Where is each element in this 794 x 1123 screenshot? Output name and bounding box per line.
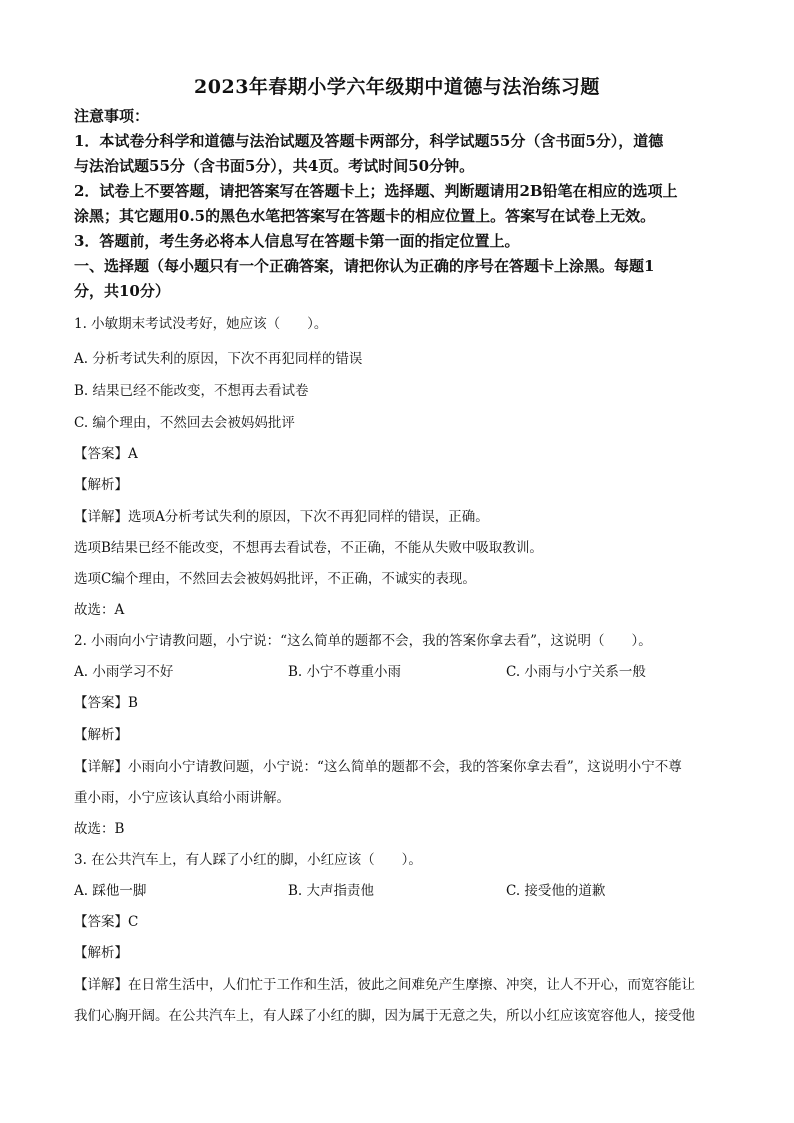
notice-line-2: 与法治试题55分（含书面5分），共4页。考试时间50分钟。: [74, 157, 475, 175]
q2-detail-1: 【详解】小雨向小宁请教问题，小宁说：“这么简单的题都不会，我的答案你拿去看”，这说明小宁不尊: [74, 759, 682, 775]
q3-option-c: C. 接受他的道歉: [506, 883, 606, 899]
section-heading-line-2: 分，共10分）: [74, 282, 170, 300]
q2-option-c: C. 小雨与小宁关系一般: [506, 664, 646, 680]
q2-choice: 故选：B: [74, 821, 125, 837]
q2-option-a: A. 小雨学习不好: [74, 664, 174, 680]
q2-stem: 2. 小雨向小宁请教问题，小宁说：“这么简单的题都不会，我的答案你拿去看”，这说明（ ）。: [74, 633, 652, 649]
q1-option-c: C. 编个理由，不然回去会被妈妈批评: [74, 415, 295, 431]
q3-detail-1: 【详解】在日常生活中，人们忙于工作和生活，彼此之间难免产生摩擦、冲突，让人不开心，而宽容能让: [74, 977, 695, 993]
q2-detail-2: 重小雨，小宁应该认真给小雨讲解。: [74, 790, 290, 806]
q3-option-a: A. 踩他一脚: [74, 883, 147, 899]
q1-choice: 故选：A: [74, 602, 125, 618]
notice-line-5: 3．答题前，考生务必将本人信息写在答题卡第一面的指定位置上。: [74, 232, 520, 250]
q1-option-b: B. 结果已经不能改变，不想再去看试卷: [74, 383, 309, 399]
q2-answer: 【答案】B: [74, 695, 138, 711]
page-title: 2023年春期小学六年级期中道德与法治练习题: [194, 76, 600, 98]
q1-analysis: 【解析】: [74, 477, 128, 493]
q3-detail-2: 我们心胸开阔。在公共汽车上，有人踩了小红的脚，因为属于无意之失，所以小红应该宽容他人，接受他: [74, 1008, 695, 1024]
q3-stem: 3. 在公共汽车上，有人踩了小红的脚，小红应该（ ）。: [74, 852, 422, 868]
q1-answer: 【答案】A: [74, 446, 138, 462]
section-heading-line-1: 一、选择题（每小题只有一个正确答案，请把你认为正确的序号在答题卡上涂黑。每题1: [74, 257, 655, 275]
q1-detail-3: 选项C编个理由，不然回去会被妈妈批评，不正确，不诚实的表现。: [74, 571, 476, 587]
notice-line-1: 1．本试卷分科学和道德与法治试题及答题卡两部分，科学试题55分（含书面5分），道德: [74, 132, 664, 150]
q3-analysis: 【解析】: [74, 945, 128, 961]
notice-heading: 注意事项：: [74, 107, 150, 125]
q2-option-b: B. 小宁不尊重小雨: [288, 664, 402, 680]
q1-option-a: A. 分析考试失利的原因，下次不再犯同样的错误: [74, 351, 363, 367]
notice-line-3: 2．试卷上不要答题，请把答案写在答题卡上；选择题、判断题请用2B铅笔在相应的选项上: [74, 182, 678, 200]
q2-analysis: 【解析】: [74, 727, 128, 743]
q1-detail-1: 【详解】选项A分析考试失利的原因，下次不再犯同样的错误，正确。: [74, 509, 489, 525]
q1-detail-2: 选项B结果已经不能改变，不想再去看试卷，不正确，不能从失败中吸取教训。: [74, 540, 543, 556]
q3-option-b: B. 大声指责他: [288, 883, 375, 899]
notice-line-4: 涂黑；其它题用0.5的黑色水笔把答案写在答题卡的相应位置上。答案写在试卷上无效。: [74, 207, 656, 225]
q3-answer: 【答案】C: [74, 914, 139, 930]
q1-stem: 1. 小敏期末考试没考好，她应该（ ）。: [74, 316, 328, 332]
